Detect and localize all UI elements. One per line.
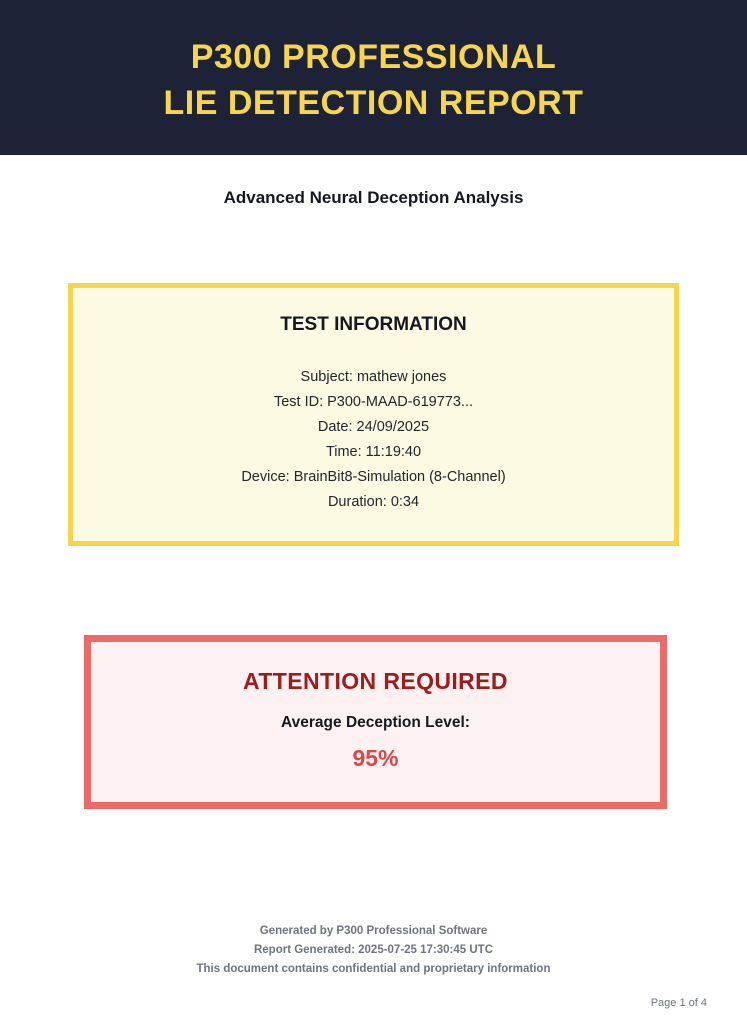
footer-confidentiality-notice: This document contains confidential and proprietary information xyxy=(196,963,551,975)
footer-generated-by: Generated by P300 Professional Software xyxy=(259,925,488,937)
attention-required-panel xyxy=(84,635,667,809)
test-info-subject: Subject: mathew jones xyxy=(300,369,447,385)
average-deception-level-label: Average Deception Level: xyxy=(281,714,470,731)
test-info-test-id: Test ID: P300-MAAD-619773... xyxy=(273,394,474,410)
report-subtitle: Advanced Neural Deception Analysis xyxy=(223,188,524,207)
report-footer xyxy=(0,922,747,979)
test-info-device: Device: BrainBit8-Simulation (8-Channel) xyxy=(241,469,506,485)
page-number: Page 1 of 4 xyxy=(650,997,707,1009)
test-information-heading: TEST INFORMATION xyxy=(280,314,467,335)
test-info-time: Time: 11:19:40 xyxy=(325,444,422,460)
report-header-banner xyxy=(0,0,747,155)
test-info-date: Date: 24/09/2025 xyxy=(317,419,430,435)
footer-generated-timestamp: Report Generated: 2025-07-25 17:30:45 UTC xyxy=(253,944,494,956)
average-deception-level-value: 95% xyxy=(352,745,399,771)
report-title-line-2: LIE DETECTION REPORT xyxy=(163,83,584,122)
attention-required-heading: ATTENTION REQUIRED xyxy=(243,668,508,694)
report-title-line-1: P300 PROFESSIONAL xyxy=(190,37,557,76)
test-info-duration: Duration: 0:34 xyxy=(327,494,420,510)
test-information-panel xyxy=(68,283,679,546)
